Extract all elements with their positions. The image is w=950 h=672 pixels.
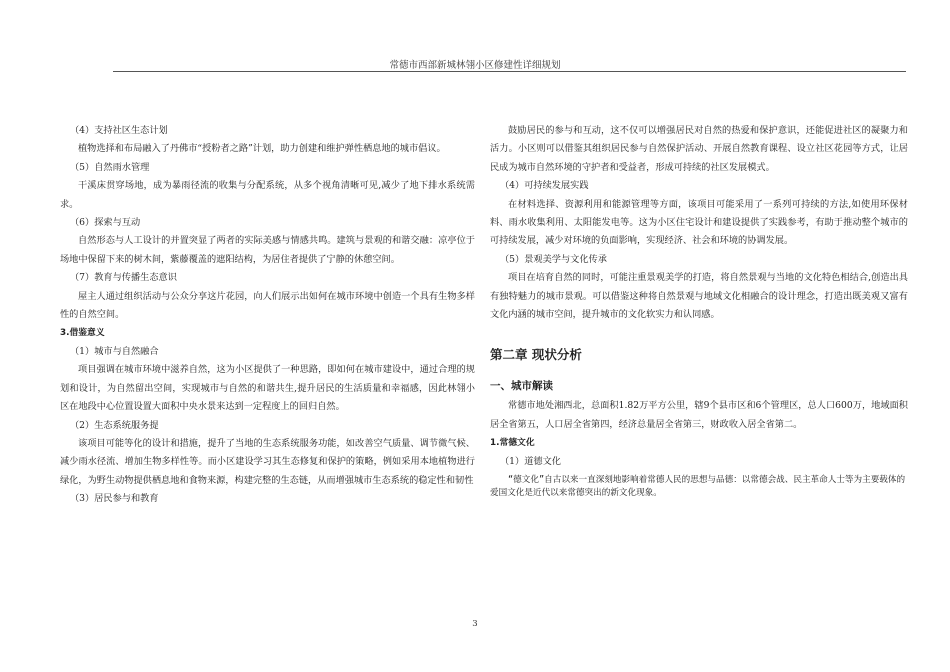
heading-aesthetics: （5）景观美学与文化传承 — [500, 253, 607, 265]
heading-reference-meaning: 3.借鉴意义 — [60, 328, 105, 339]
heading-resident-participation: （3）居民参与和教育 — [70, 493, 159, 505]
heading-ecology-plan: （4）支持社区生态计划 — [70, 125, 168, 136]
paragraph-sustainability: 在材料选择、资源利用和能源管理等方面，该项目可能采用了一系列可持续的方法,如使用环保材料、雨水收集利用、太阳能发电等。这为小区住宅设计和建设提供了实践参考，有助于推动整个城市的可持续发展，减少对环境的负面影响，实现经济、社会和环境的协调发展。 — [490, 198, 908, 247]
heading-education: （7）教育与传播生态意识 — [70, 272, 177, 284]
heading-explore: （6）探索与互动 — [70, 217, 141, 229]
right-column — [490, 122, 908, 500]
heading-sustainability: （4）可持续发展实践 — [500, 180, 589, 192]
header-rule — [113, 71, 906, 72]
paragraph-education: 屋主人通过组织活动与公众分享这片花园，向人们展示出如何在城市环境中创造一个具有生物多样性的自然空间。 — [60, 290, 475, 321]
paragraph-ecosystem-service: 该项目可能等化的设计和措施，提升了当地的生态系统服务功能，如改善空气质量、调节微气候、减少雨水径流、增加生物多样性等。而小区建设学习其生态修复和保护的策略，例如采用本地植物进行绿化，为野生动物提供栖息地和食物来源，构建完整的生态链，从而增强城市生态系统的稳定性和韧性 — [60, 437, 475, 486]
paragraph-rainwater: 干溪床贯穿场地，成为暴雨径流的收集与分配系统，从多个视角清晰可见,减少了地下排水系统需求。 — [60, 180, 475, 210]
paragraph-city-nature: 项目强调在城市环境中滋养自然，这为小区提供了一种思路，即如何在城市建设中，通过合理的规划和设计，为自然留出空间，实现城市与自然的和谐共生,提升居民的生活质量和幸福感，因此林翎小区在地段中心位置设置大面积中央水景来达到一定程度上的回归自然。 — [60, 364, 475, 413]
heading-changde-culture: 1.常德文化 — [490, 438, 535, 449]
paragraph-moral-culture: “德文化”自古以来一直深刻地影响着常德人民的思想与品德：以常德会战、民主革命人士等为主要载体的爱国文化是近代以来常德突出的新文化现象。 — [490, 474, 906, 498]
chapter-title: 第二章 现状分析 — [490, 347, 582, 363]
heading-ecosystem-service: （2）生态系统服务提 — [70, 419, 159, 431]
page-header: 常德市西部新城林翎小区修建性详细规划 — [389, 60, 561, 71]
paragraph-ecology-plan: 植物选择和布局融入了丹佛市“授粉者之路”计划，助力创建和维护弹性栖息地的城市倡议。 — [78, 143, 446, 155]
left-column — [60, 122, 475, 509]
heading-moral-culture: （1）道德文化 — [500, 455, 561, 467]
heading-rainwater: （5）自然雨水管理 — [70, 161, 150, 173]
paragraph-explore: 自然形态与人工设计的并置突显了两者的实际美感与情感共鸣。建筑与景观的和谐交融：凉亭位于场地中保留下来的树木间，紫藤覆盖的遮阳结构，为居住者提供了宁静的休憩空间。 — [60, 235, 475, 265]
paragraph-city-overview: 常德市地处湘西北，总面积1.82万平方公里，辖9个县市区和6个管理区，总人口600万，地域面积居全省第五，人口居全省第四，经济总量居全省第三，财政收入居全省第二。 — [490, 400, 908, 430]
page-number: 3 — [472, 619, 478, 629]
paragraph-aesthetics: 项目在培育自然的同时，可能注重景观美学的打造，将自然景观与当地的文化特色相结合,创造出具有独特魅力的城市景观。可以借鉴这种将自然景观与地域文化相融合的设计理念，打造出既美观又富有文化内涵的城市空间，提升城市的文化软实力和认同感。 — [490, 272, 908, 321]
heading-city-nature: （1）城市与自然融合 — [70, 345, 159, 357]
paragraph-resident-participation: 鼓励居民的参与和互动，这不仅可以增强居民对自然的热爱和保护意识，还能促进社区的凝聚力和活力。小区则可以借鉴其组织居民参与自然保护活动、开展自然教育课程、设立社区花园等方式，让居民成为城市自然环境的守护者和受益者，形成可持续的社区发展模式。 — [490, 125, 908, 173]
section-city-interpretation: 一、城市解读 — [490, 379, 553, 392]
